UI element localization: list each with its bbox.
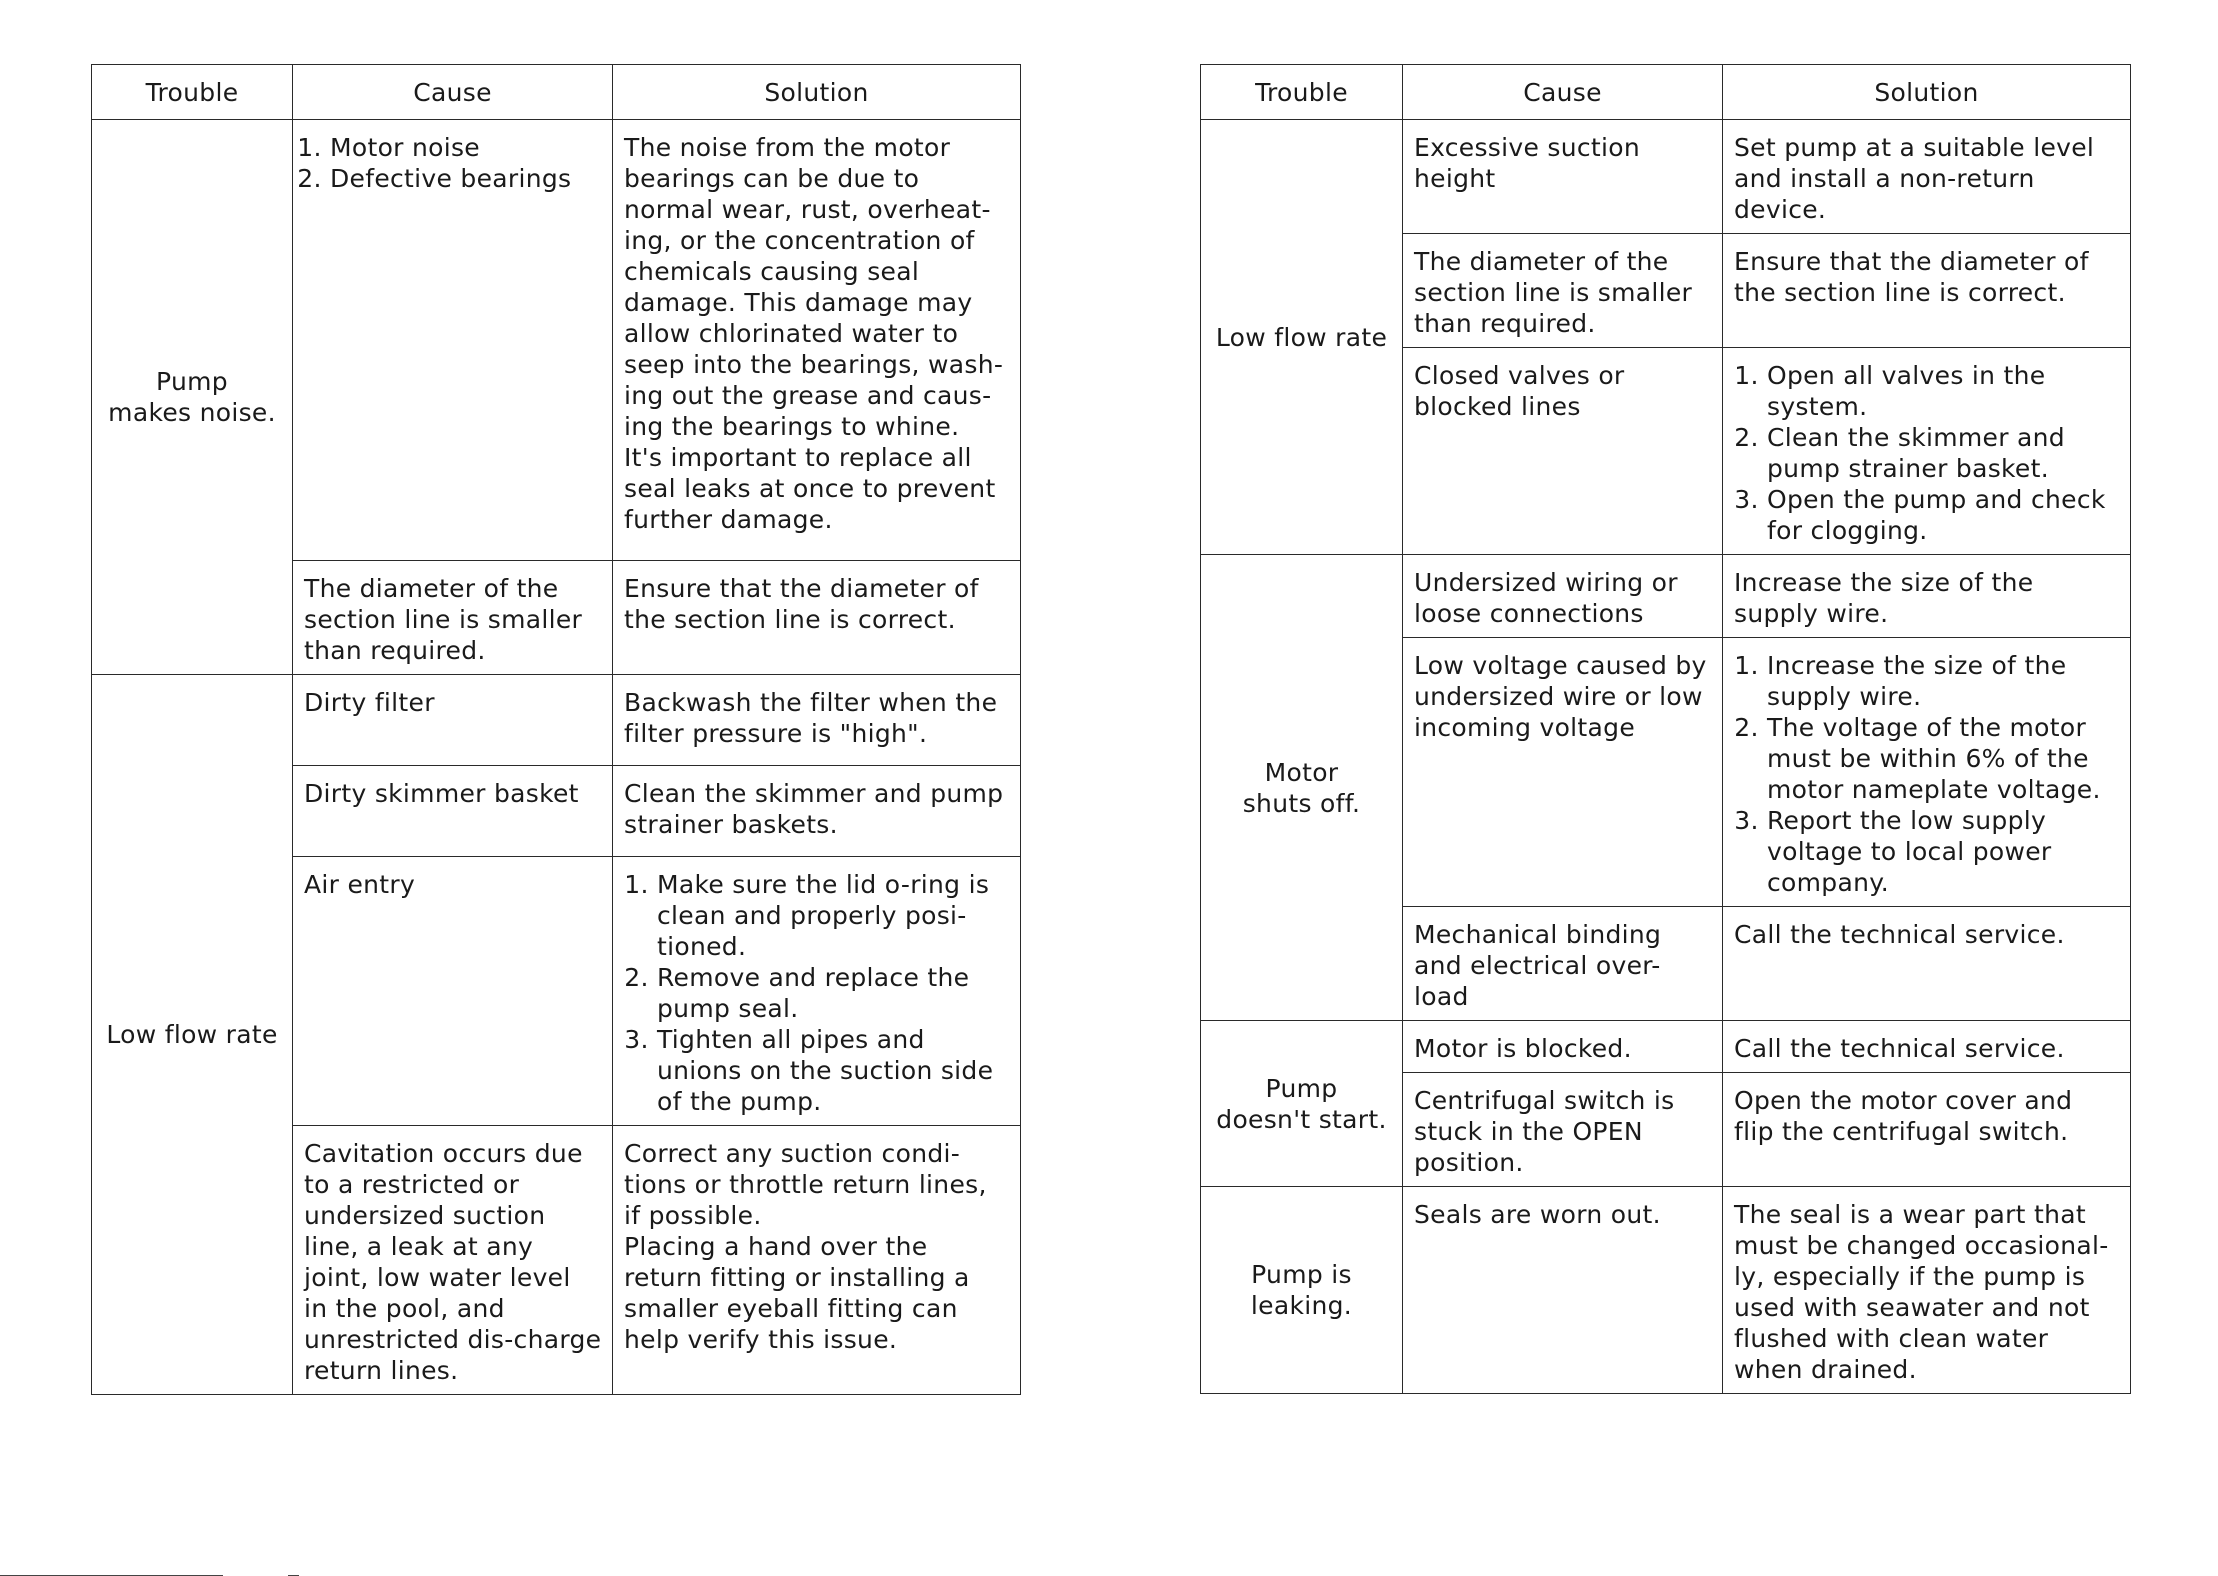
trouble-label: Pump doesn't start. [1216, 1073, 1387, 1134]
cause-cell: Centrifugal switch is stuck in the OPEN position. [1403, 1073, 1723, 1187]
solution-list-item: 2. Remove and replace the pump seal. [657, 962, 1010, 1024]
table-row [1201, 1021, 2131, 1073]
trouble-cell [1201, 555, 1403, 1021]
solution-cell: Ensure that the diameter of the section line is correct. [613, 561, 1021, 675]
cause-cell: Undersized wiring or loose connections [1403, 555, 1723, 638]
solution-cell: Call the technical service. [1723, 907, 2131, 1021]
header-trouble: Trouble [1201, 65, 1403, 120]
cause-cell: Cavitation occurs due to a restricted or undersized suction line, a leak at any joint, low water level in the pool, and unrestricted dis-charge return lines. [293, 1126, 613, 1395]
solution-cell [1723, 348, 2131, 555]
solution-list-item: 3. Tighten all pipes and unions on the suction side of the pump. [657, 1024, 1010, 1117]
solution-list-item: 2. The voltage of the motor must be within 6% of the motor nameplate voltage. [1767, 712, 2120, 805]
cause-cell: Air entry [293, 857, 613, 1126]
table-row [1201, 555, 2131, 638]
solution-cell [1723, 638, 2131, 907]
solution-text: Correct any suction condi-tions or throttle return lines, if possible. Placing a hand over the return fitting or installing a smaller eyeball fitting can help verify this issue. [624, 1139, 987, 1354]
trouble-cell [92, 675, 293, 1395]
header-solution: Solution [1723, 65, 2131, 120]
cause-cell [293, 120, 613, 561]
trouble-cell [1201, 1187, 1403, 1394]
solution-cell: Increase the size of the supply wire. [1723, 555, 2131, 638]
cause-list [304, 132, 602, 194]
header-trouble: Trouble [92, 65, 293, 120]
table-row [92, 675, 1021, 766]
solution-list-item: 1. Open all valves in the system. [1767, 360, 2120, 422]
solution-list-item: 1. Make sure the lid o-ring is clean and properly posi-tioned. [657, 869, 1010, 962]
trouble-label: Pump makes noise. [108, 367, 276, 427]
header-cause: Cause [1403, 65, 1723, 120]
cause-cell: Dirty filter [293, 675, 613, 766]
table-header-row [92, 65, 1021, 120]
trouble-label: Low flow rate [106, 1020, 278, 1049]
solution-text: The noise from the motor bearings can be due to normal wear, rust, overheat-ing, or the concentration of chemicals causing seal damage. This damage may allow chlorinated water to seep into the bearings, wash-ing out the grease and caus-ing the bearings to whine. It's important to replace all seal leaks at once to prevent further damage. [624, 133, 1004, 534]
solution-cell [613, 120, 1021, 561]
solution-cell: Open the motor cover and flip the centrifugal switch. [1723, 1073, 2131, 1187]
trouble-cell [1201, 1021, 1403, 1187]
solution-list-item: 2. Clean the skimmer and pump strainer basket. [1767, 422, 2120, 484]
solution-cell [613, 1126, 1021, 1395]
cause-cell: Dirty skimmer basket [293, 766, 613, 857]
trouble-label: Pump is leaking. [1250, 1260, 1353, 1320]
troubleshooting-table-left [91, 64, 1021, 1395]
solution-cell: Clean the skimmer and pump strainer baskets. [613, 766, 1021, 857]
solution-cell [613, 857, 1021, 1126]
solution-list [624, 869, 1010, 1117]
cause-cell: The diameter of the section line is smaller than required. [293, 561, 613, 675]
cause-cell: Mechanical binding and electrical over-load [1403, 907, 1723, 1021]
cause-list-item: 2. Defective bearings [330, 163, 602, 194]
troubleshooting-table-right [1200, 64, 2131, 1394]
solution-cell: Call the technical service. [1723, 1021, 2131, 1073]
header-solution: Solution [613, 65, 1021, 120]
solution-list-item: 1. Increase the size of the supply wire. [1767, 650, 2120, 712]
table-row [1201, 120, 2131, 234]
solution-list-item: 3. Report the low supply voltage to local power company. [1767, 805, 2120, 898]
solution-cell: Ensure that the diameter of the section line is correct. [1723, 234, 2131, 348]
table-row [92, 120, 1021, 561]
cause-list-item: 1. Motor noise [330, 132, 602, 163]
solution-cell: The seal is a wear part that must be changed occasional-ly, especially if the pump is used with seawater and not flushed with clean water when drained. [1723, 1187, 2131, 1394]
trouble-cell [1201, 120, 1403, 555]
solution-cell: Set pump at a suitable level and install a non-return device. [1723, 120, 2131, 234]
cause-cell: Motor is blocked. [1403, 1021, 1723, 1073]
solution-list [1734, 360, 2120, 546]
header-cause: Cause [293, 65, 613, 120]
cause-cell: Closed valves or blocked lines [1403, 348, 1723, 555]
solution-cell: Backwash the filter when the filter pressure is "high". [613, 675, 1021, 766]
table-header-row [1201, 65, 2131, 120]
trouble-label: Low flow rate [1215, 322, 1388, 352]
table-row [1201, 1187, 2131, 1394]
trouble-label: Motor shuts off. [1242, 757, 1361, 818]
solution-list [1734, 650, 2120, 898]
cause-cell: Excessive suction height [1403, 120, 1723, 234]
cause-cell: Low voltage caused by undersized wire or low incoming voltage [1403, 638, 1723, 907]
solution-list-item: 3. Open the pump and check for clogging. [1767, 484, 2120, 546]
trouble-cell [92, 120, 293, 675]
cause-cell: The diameter of the section line is smaller than required. [1403, 234, 1723, 348]
cause-cell: Seals are worn out. [1403, 1187, 1723, 1394]
